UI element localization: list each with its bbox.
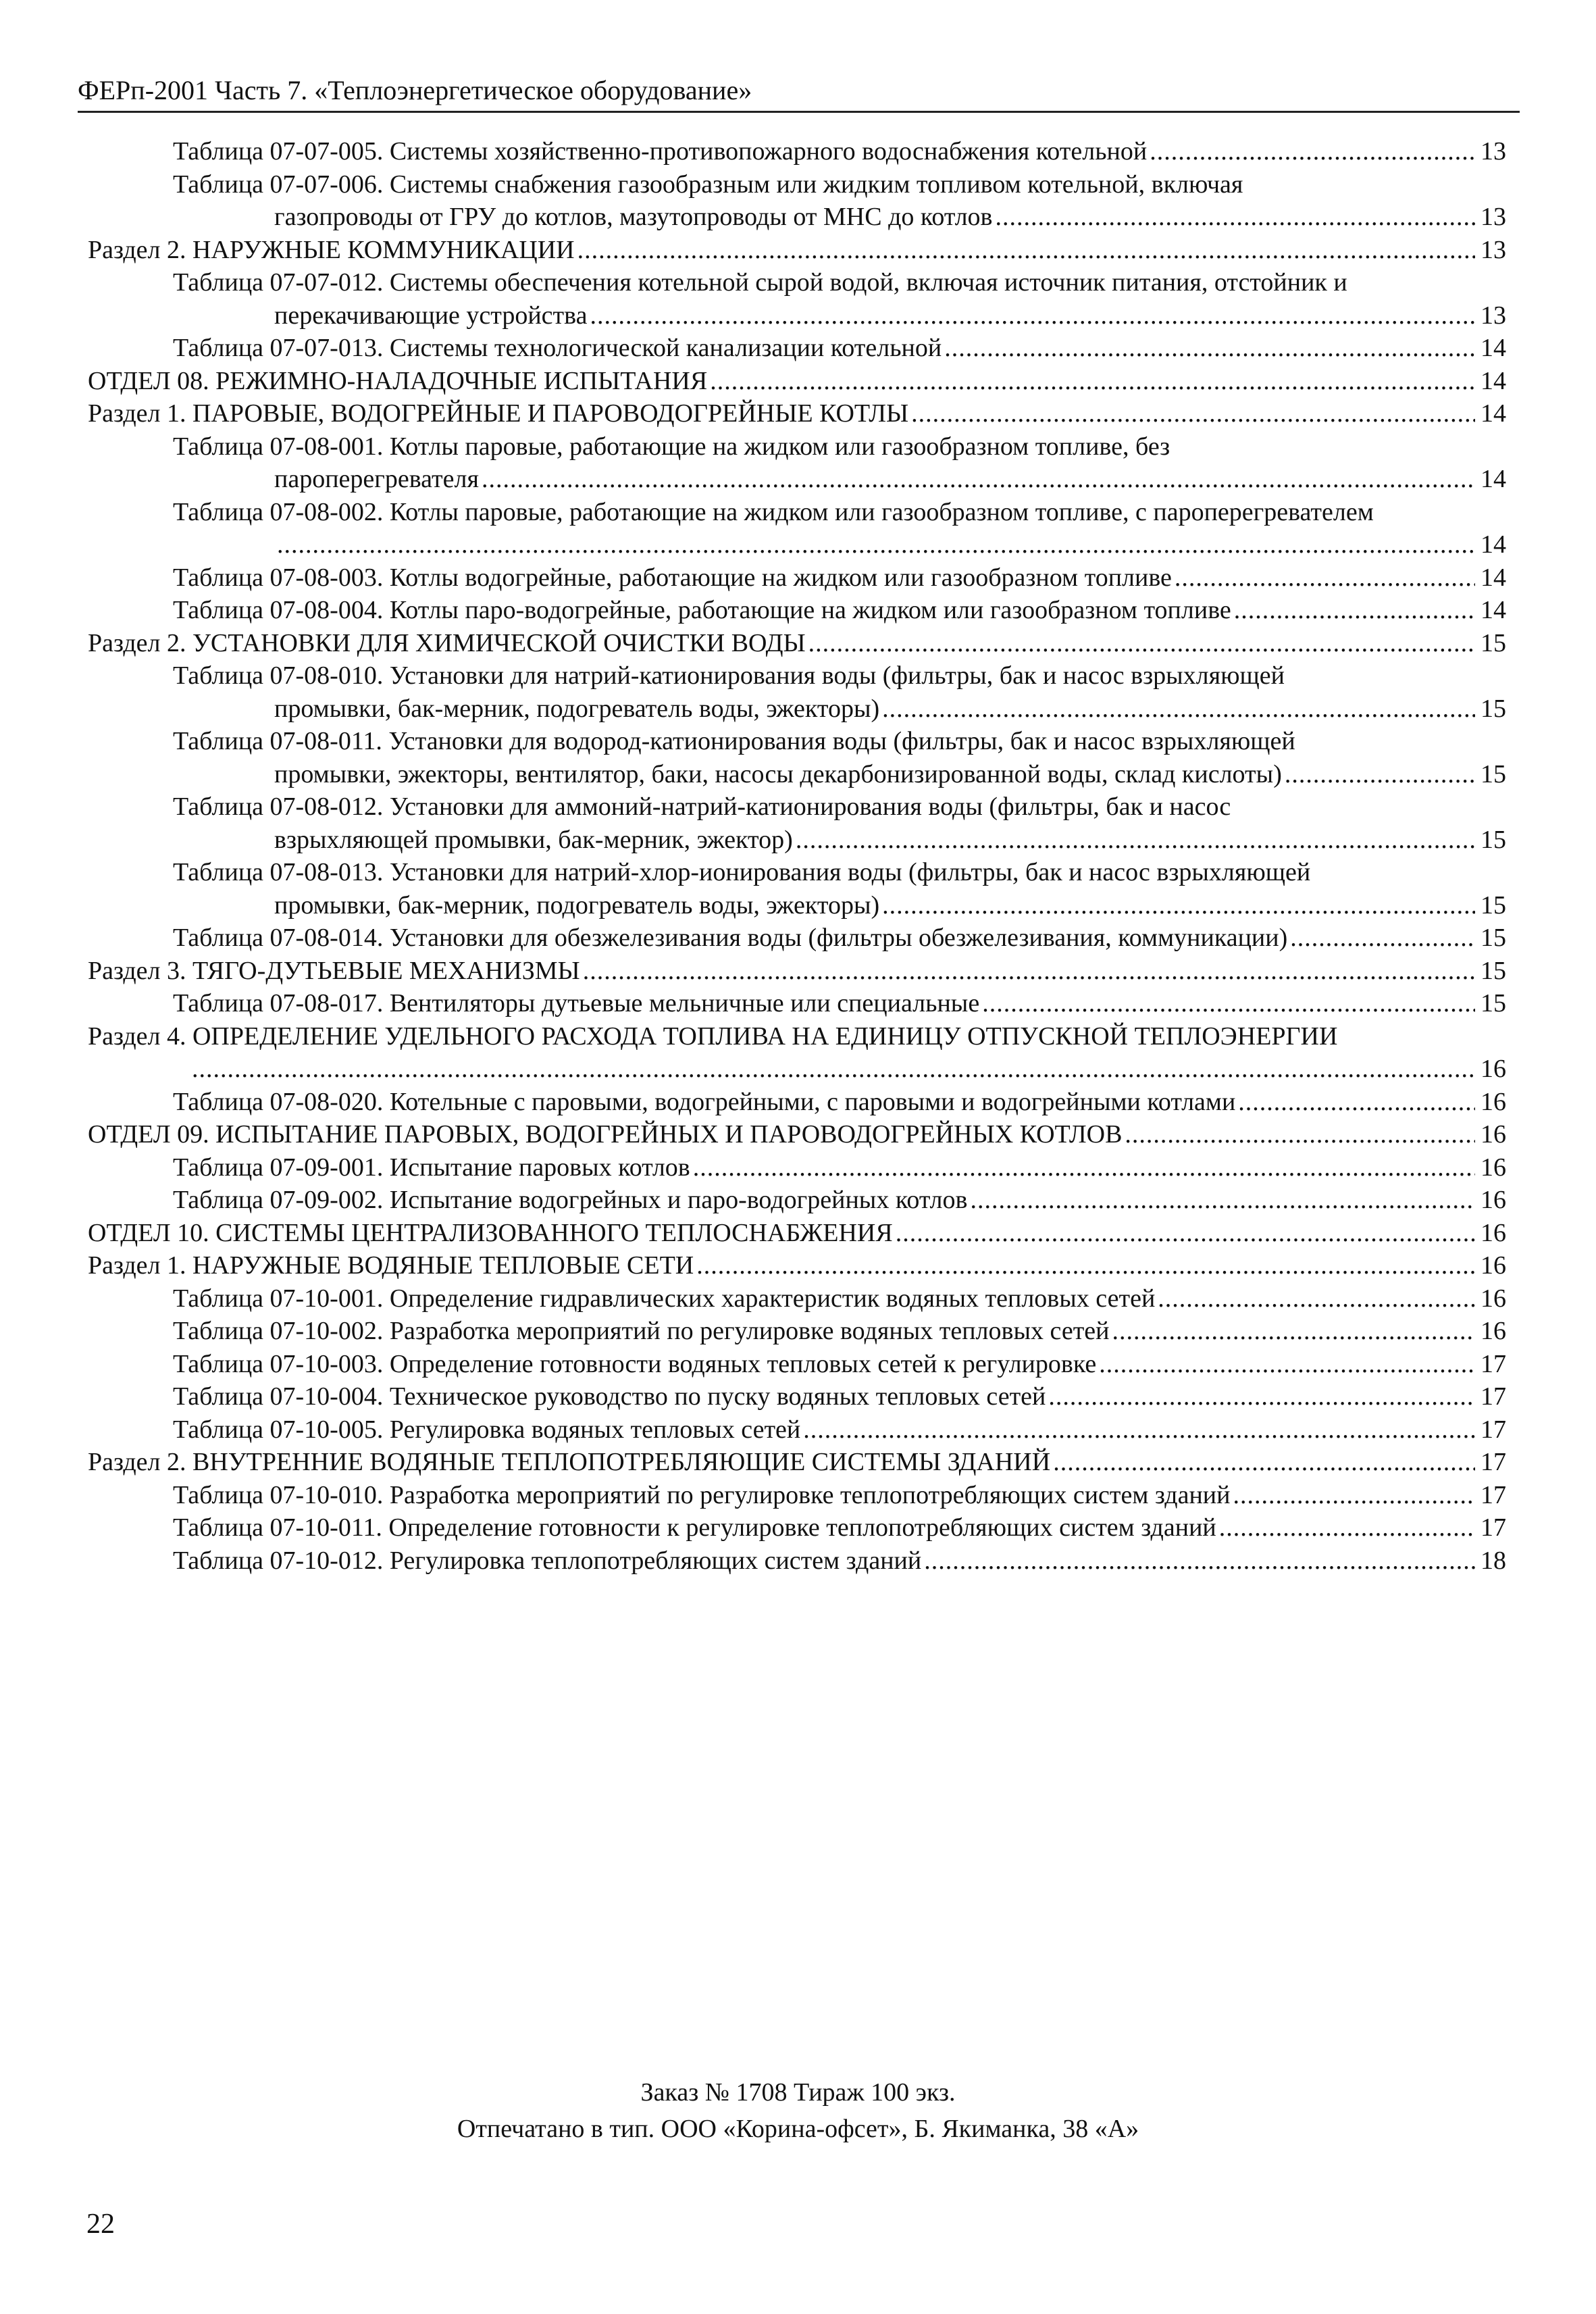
toc-table-entry[interactable] [88,1511,1506,1544]
toc-entry-title: Таблица 07-08-003. Котлы водогрейные, работающие на жидком или газообразном топливе [173,563,1172,592]
toc-page-number: 14 [1481,563,1506,592]
dot-leader [1175,561,1475,595]
toc-entry-leader-line [274,758,1506,791]
toc-page-number: 16 [1481,1087,1506,1116]
toc-entry-title: Таблица 07-10-012. Регулировка теплопотребляющих систем зданий [173,1546,922,1575]
toc-entry-leader-line [173,1348,1506,1381]
toc-entry-title: ОТДЕЛ 10. СИСТЕМЫ ЦЕНТРАЛИЗОВАННОГО ТЕПЛОСНАБЖЕНИЯ [88,1218,893,1247]
toc-entry-leader-line [173,1315,1506,1348]
toc-entry-title: промывки, бак-мерник, подогреватель воды, эжекторы) [274,890,880,920]
dot-leader [1233,1479,1475,1512]
toc-entry-line [88,234,1506,267]
dot-leader [1053,1446,1475,1479]
toc-entry-title: Таблица 07-07-006. Системы снабжения газообразным или жидким топливом котельной, включая [173,170,1243,199]
toc-entry-leader-line [173,987,1506,1020]
dot-leader [1158,1282,1475,1315]
toc-page-number: 17 [1481,1349,1506,1378]
dot-leader [577,234,1475,267]
toc-entry-line [173,987,1506,1020]
toc-entry-title: газопроводы от ГРУ до котлов, мазутопроводы от МНС до котлов [274,203,993,231]
toc-entry-continuation [173,201,1506,234]
toc-entry-leader-line [173,1380,1506,1413]
toc-table-entry[interactable] [88,561,1506,595]
toc-page-number: 16 [1481,1186,1506,1214]
toc-entry-line [173,856,1506,889]
toc-entry-title: Таблица 07-10-010. Разработка мероприятий по регулировке теплопотребляющих систем зданий [173,1480,1231,1509]
toc-entry-title: промывки, эжекторы, вентилятор, баки, насосы декарбонизированной воды, склад кислоты) [274,759,1282,788]
toc-entry-line [173,1315,1506,1348]
toc-entry-title: Таблица 07-10-011. Определение готовности к регулировке теплопотребляющих систем зданий [173,1513,1216,1542]
toc-table-entry[interactable] [88,725,1506,790]
toc-entry-line [88,1118,1506,1151]
dot-leader [896,1217,1475,1250]
dot-leader [1290,922,1475,955]
dot-leader [1219,1511,1475,1544]
dot-leader [1150,135,1475,168]
toc-entry-leader-line [88,365,1506,398]
toc-table-entry[interactable] [88,1479,1506,1512]
toc-entry-line [173,496,1506,529]
toc-page-number: 14 [1481,596,1506,624]
dot-leader [693,1151,1475,1184]
toc-entry-line [173,430,1506,463]
toc-entry-title: перекачивающие устройства [274,301,588,330]
running-header [78,73,1520,113]
toc-section-entry[interactable] [88,365,1506,398]
dot-leader [924,1544,1475,1578]
toc-section-entry[interactable] [88,1217,1506,1250]
toc-entry-line [88,365,1506,398]
toc-page-number: 15 [1481,759,1506,788]
toc-page-number: 15 [1481,956,1506,985]
toc-table-entry[interactable] [88,856,1506,922]
toc-entry-leader-line [88,1118,1506,1151]
toc-page-number: 15 [1481,890,1506,920]
toc-entry-line [88,1446,1506,1479]
toc-entry-leader-line [173,922,1506,955]
toc-page-number: 14 [1481,465,1506,493]
toc-entry-leader-line [173,1544,1506,1578]
dot-leader [1125,1118,1475,1151]
toc-entry-title: Раздел 1. НАРУЖНЫЕ ВОДЯНЫЕ ТЕПЛОВЫЕ СЕТИ [88,1251,694,1280]
toc-page-number: 16 [1481,1218,1506,1247]
toc-page-number: 13 [1481,235,1506,264]
toc-entry-leader-line [173,1184,1506,1217]
toc-page-number: 15 [1481,989,1506,1017]
dot-leader [1048,1380,1475,1413]
dot-leader [583,955,1475,988]
toc-entry-line [173,659,1506,693]
toc-entry-title: Таблица 07-08-001. Котлы паровые, работающие на жидком или газообразном топливе, без [173,432,1170,461]
toc-page-number: 14 [1481,399,1506,428]
dot-leader [982,987,1475,1020]
toc-entry-title: ОТДЕЛ 09. ИСПЫТАНИЕ ПАРОВЫХ, ВОДОГРЕЙНЫХ И ПАРОВОДОГРЕЙНЫХ КОТЛОВ [88,1120,1123,1149]
toc-entry-leader-line [173,594,1506,627]
toc-entry-continuation [173,693,1506,726]
dot-leader [1238,1086,1475,1119]
toc-entry-title: Таблица 07-08-020. Котельные с паровыми, водогрейными, с паровыми и водогрейными котлами [173,1087,1236,1116]
toc-page-number: 17 [1481,1382,1506,1411]
toc-entry-leader-line [274,889,1506,922]
toc-page-number: 15 [1481,628,1506,657]
toc-page-number: 16 [1481,1055,1506,1083]
toc-entry-line [173,922,1506,955]
toc-entry-leader-line [88,234,1506,267]
toc-entry-title: Таблица 07-10-003. Определение готовности водяных тепловых сетей к регулировке [173,1349,1097,1378]
toc-entry-leader-line [173,1479,1506,1512]
toc-page-number: 14 [1481,334,1506,362]
toc-entry-title: Раздел 1. ПАРОВЫЕ, ВОДОГРЕЙНЫЕ И ПАРОВОДОГРЕЙНЫЕ КОТЛЫ [88,399,909,428]
toc-entry-leader-line [189,1053,1506,1086]
toc-table-entry[interactable] [88,1151,1506,1184]
toc-entry-title: Таблица 07-08-014. Установки для обезжелезивания воды (фильтры обезжелезивания, коммуникации) [173,924,1288,952]
toc-page-number: 14 [1481,366,1506,395]
toc-entry-title: Таблица 07-07-012. Системы обеспечения котельной сырой водой, включая источник питания, отстойник и [173,268,1347,297]
toc-table-entry[interactable] [88,332,1506,365]
toc-entry-leader-line [173,1413,1506,1447]
toc-entry-line [173,266,1506,299]
dot-leader [482,463,1475,496]
toc-entry-leader-line [88,627,1506,660]
imprint-printer: Отпечатано в тип. ООО «Корина-офсет», Б. Якиманка, 38 «А» [457,2115,1139,2143]
dot-leader [911,397,1475,430]
toc-entry-continuation [173,758,1506,791]
toc-section-entry[interactable] [88,1020,1506,1086]
toc-entry-leader-line [173,332,1506,365]
toc-entry-line [173,1380,1506,1413]
toc-page-number: 15 [1481,924,1506,952]
toc-table-entry[interactable] [88,496,1506,561]
toc-entry-leader-line [88,1249,1506,1282]
toc-entry-line [173,1086,1506,1119]
toc-section-entry[interactable] [88,397,1506,430]
toc-section-entry[interactable] [88,627,1506,660]
imprint-order: Заказ № 1708 Тираж 100 экз. [640,2078,956,2107]
dot-leader [710,365,1475,398]
dot-leader [192,1053,1475,1086]
toc-entry-leader-line [88,1217,1506,1250]
toc-page-number: 16 [1481,1251,1506,1280]
toc-entry-leader-line [173,135,1506,168]
toc-entry-continuation [173,528,1506,561]
toc-table-entry[interactable] [88,659,1506,725]
toc-entry-line [173,725,1506,758]
toc-section-entry[interactable] [88,1249,1506,1282]
dot-leader [996,201,1476,234]
toc-entry-leader-line [274,463,1506,496]
toc-entry-leader-line [88,397,1506,430]
toc-table-entry[interactable] [88,168,1506,234]
toc-page-number: 16 [1481,1120,1506,1149]
toc-entry-line [173,1511,1506,1544]
toc-entry-line [173,135,1506,168]
toc-entry-title: Таблица 07-07-013. Системы технологической канализации котельной [173,334,942,362]
toc-entry-line [173,1544,1506,1578]
toc-entry-line [173,1184,1506,1217]
toc-entry-leader-line [173,561,1506,595]
toc-entry-line [173,561,1506,595]
toc-entry-title: взрыхляющей промывки, бак-мерник, эжектор) [274,825,793,854]
toc-table-entry[interactable] [88,922,1506,955]
toc-entry-leader-line [88,1446,1506,1479]
toc-entry-leader-line [274,693,1506,726]
dot-leader [944,332,1475,365]
toc-entry-title: Раздел 4. ОПРЕДЕЛЕНИЕ УДЕЛЬНОГО РАСХОДА ТОПЛИВА НА ЕДИНИЦУ ОТПУСКНОЙ ТЕПЛОЭНЕРГИИ [88,1022,1338,1051]
toc-entry-continuation [173,889,1506,922]
dot-leader [882,889,1475,922]
toc-entry-title: пароперегревателя [274,465,479,493]
toc-entry-line [173,1413,1506,1447]
toc-entry-title: Таблица 07-08-013. Установки для натрий-хлор-ионирования воды (фильтры, бак и насос взрыхляющей [173,858,1311,886]
toc-page-number: 13 [1481,301,1506,330]
toc-entry-line [88,627,1506,660]
toc-entry-title: Таблица 07-08-012. Установки для аммоний-натрий-катионирования воды (фильтры, бак и насос [173,793,1231,821]
dot-leader [696,1249,1475,1282]
table-of-contents [88,135,1506,1577]
toc-table-entry[interactable] [88,266,1506,332]
toc-page-number: 16 [1481,1153,1506,1182]
toc-section-entry[interactable] [88,1446,1506,1479]
dot-leader [590,299,1475,332]
toc-entry-title: Таблица 07-08-010. Установки для натрий-катионирования воды (фильтры, бак и насос взрыхляющей [173,661,1285,690]
toc-entry-line [173,1282,1506,1315]
toc-entry-leader-line [88,955,1506,988]
toc-table-entry[interactable] [88,987,1506,1020]
toc-entry-leader-line [274,824,1506,857]
toc-table-entry[interactable] [88,1315,1506,1348]
toc-entry-title: Раздел 2. НАРУЖНЫЕ КОММУНИКАЦИИ [88,235,575,264]
toc-entry-continuation [173,824,1506,857]
toc-section-entry[interactable] [88,1118,1506,1151]
page-number: 22 [86,2209,115,2240]
toc-page-number: 16 [1481,1284,1506,1313]
toc-entry-line [173,1479,1506,1512]
toc-table-entry[interactable] [88,1184,1506,1217]
toc-page-number: 13 [1481,203,1506,231]
toc-entry-line [88,955,1506,988]
toc-page-number: 18 [1481,1546,1506,1575]
toc-entry-line [173,1151,1506,1184]
imprint [0,2074,1596,2147]
dot-leader [277,528,1475,561]
toc-entry-title: Таблица 07-10-005. Регулировка водяных тепловых сетей [173,1415,801,1444]
toc-page-number: 14 [1481,530,1506,559]
toc-entry-line [88,1249,1506,1282]
dot-leader [803,1413,1475,1447]
toc-table-entry[interactable] [88,430,1506,496]
toc-table-entry[interactable] [88,1380,1506,1413]
toc-entry-line [173,168,1506,201]
toc-entry-title: Таблица 07-08-017. Вентиляторы дутьевые мельничные или специальные [173,989,980,1017]
dot-leader [1112,1315,1476,1348]
dot-leader [808,627,1475,660]
toc-entry-title: Таблица 07-09-002. Испытание водогрейных и паро-водогрейных котлов [173,1186,968,1214]
toc-table-entry[interactable] [88,1348,1506,1381]
toc-entry-line [88,1217,1506,1250]
header-rule [78,111,1520,113]
toc-entry-line [173,332,1506,365]
toc-entry-title: Таблица 07-08-004. Котлы паро-водогрейные, работающие на жидком или газообразном топливе [173,596,1231,624]
toc-entry-title: Раздел 2. ВНУТРЕННИЕ ВОДЯНЫЕ ТЕПЛОПОТРЕБЛЯЮЩИЕ СИСТЕМЫ ЗДАНИЙ [88,1448,1051,1476]
dot-leader [970,1184,1475,1217]
toc-entry-title: ОТДЕЛ 08. РЕЖИМНО-НАЛАДОЧНЫЕ ИСПЫТАНИЯ [88,366,708,395]
toc-page-number: 15 [1481,694,1506,723]
toc-entry-leader-line [274,299,1506,332]
toc-entry-leader-line [274,201,1506,234]
toc-section-entry[interactable] [88,955,1506,988]
toc-entry-title: Таблица 07-08-002. Котлы паровые, работающие на жидком или газообразном топливе, с пароперегревателем [173,497,1374,526]
toc-entry-line [88,1020,1506,1053]
toc-page-number: 17 [1481,1415,1506,1444]
toc-entry-leader-line [173,1151,1506,1184]
toc-entry-line [173,790,1506,824]
toc-page-number: 16 [1481,1317,1506,1345]
toc-table-entry[interactable] [88,790,1506,856]
toc-page-number: 17 [1481,1480,1506,1509]
dot-leader [1234,594,1475,627]
toc-entry-title: промывки, бак-мерник, подогреватель воды, эжекторы) [274,694,880,723]
toc-entry-title: Таблица 07-07-005. Системы хозяйственно-противопожарного водоснабжения котельной [173,137,1148,166]
dot-leader [882,693,1475,726]
toc-entry-line [173,1348,1506,1381]
toc-table-entry[interactable] [88,1544,1506,1578]
toc-entry-title: Таблица 07-09-001. Испытание паровых котлов [173,1153,690,1182]
toc-entry-line [88,397,1506,430]
dot-leader [1285,758,1475,791]
toc-entry-leader-line [173,1511,1506,1544]
toc-table-entry[interactable] [88,1413,1506,1447]
toc-table-entry[interactable] [88,135,1506,168]
toc-entry-title: Таблица 07-10-004. Техническое руководство по пуску водяных тепловых сетей [173,1382,1046,1411]
toc-entry-continuation [173,463,1506,496]
toc-page-number: 17 [1481,1513,1506,1542]
toc-page-number: 17 [1481,1448,1506,1476]
toc-entry-title: Таблица 07-10-002. Разработка мероприятий по регулировке водяных тепловых сетей [173,1317,1110,1345]
toc-entry-leader-line [173,1086,1506,1119]
toc-entry-continuation [173,299,1506,332]
toc-table-entry[interactable] [88,594,1506,627]
dot-leader [1099,1348,1475,1381]
header-title: ФЕРп-2001 Часть 7. «Теплоэнергетическое оборудование» [78,75,752,105]
toc-entry-title: Таблица 07-10-001. Определение гидравлических характеристик водяных тепловых сетей [173,1284,1156,1313]
toc-table-entry[interactable] [88,1282,1506,1315]
toc-entry-line [173,594,1506,627]
toc-page-number: 15 [1481,825,1506,854]
toc-entry-title: Раздел 3. ТЯГО-ДУТЬЕВЫЕ МЕХАНИЗМЫ [88,956,580,985]
toc-entry-continuation [88,1053,1506,1086]
dot-leader [796,824,1475,857]
toc-page-number: 13 [1481,137,1506,166]
toc-entry-leader-line [173,1282,1506,1315]
toc-section-entry[interactable] [88,234,1506,267]
toc-table-entry[interactable] [88,1086,1506,1119]
toc-entry-title: Раздел 2. УСТАНОВКИ ДЛЯ ХИМИЧЕСКОЙ ОЧИСТКИ ВОДЫ [88,628,806,657]
toc-entry-title: Таблица 07-08-011. Установки для водород-катионирования воды (фильтры, бак и насос взрыхляющей [173,727,1295,755]
toc-entry-leader-line [274,528,1506,561]
